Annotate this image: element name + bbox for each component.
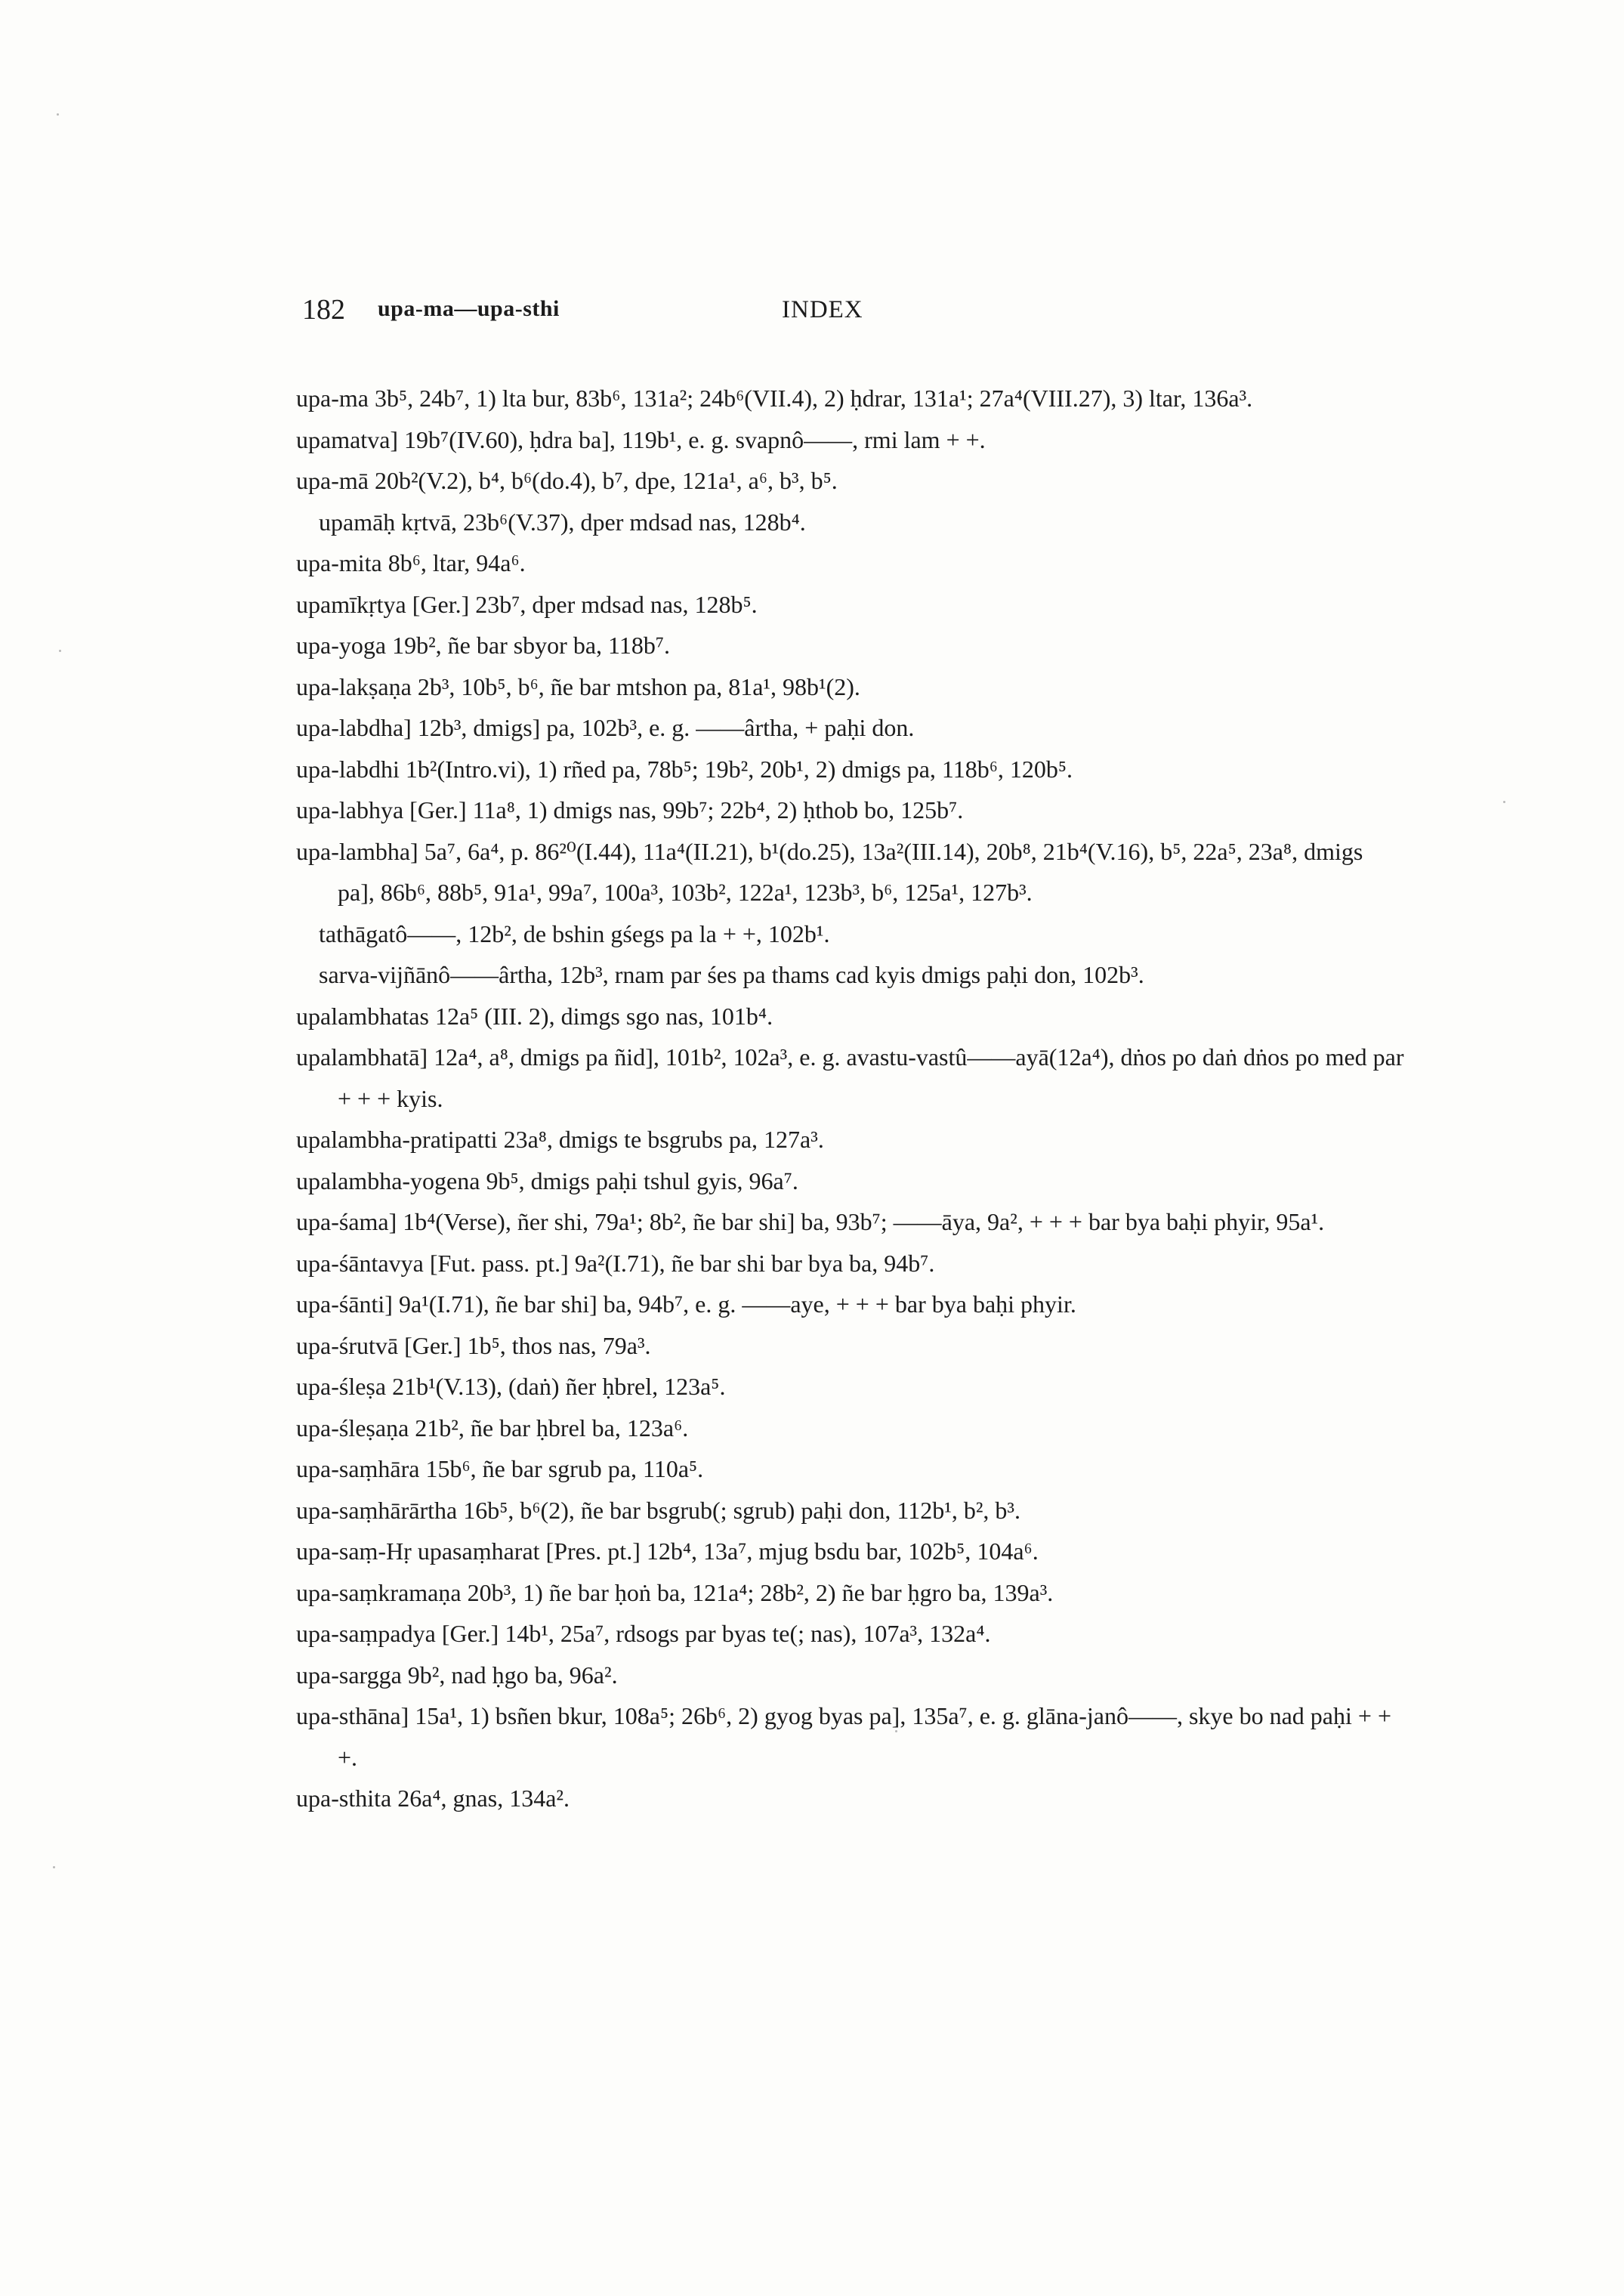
index-entry [296, 1572, 1405, 1614]
entry-headword: upalambha-yogena [296, 1167, 480, 1194]
entry-headword: upa-saṃhāra [296, 1455, 420, 1482]
entry-references: 12b³, dmigs] pa, 102b³, e. g. ——ârtha, + paḥi don. [417, 714, 915, 741]
index-entry [296, 1119, 1405, 1160]
entry-references: 12b³, rnam par śes pa thams cad kyis dmigs paḥi don, 102b³. [559, 961, 1144, 988]
entry-references: 16b⁵, b⁶(2), ñe bar bsgrub(; sgrub) paḥi don, 112b¹, b², b³. [463, 1496, 1021, 1524]
entry-references: 26a⁴, gnas, 134a². [397, 1785, 570, 1812]
index-entry [296, 749, 1405, 790]
entry-references: 19b², ñe bar sbyor ba, 118b⁷. [392, 632, 670, 659]
entry-references: 12a⁵ (III. 2), dimgs sgo nas, 101b⁴. [434, 1002, 773, 1030]
index-entry [296, 542, 1405, 584]
entry-references: 23b⁷, dper mdsad nas, 128b⁵. [475, 590, 758, 618]
entry-headword: upa-mā [296, 467, 369, 494]
entry-references: 15b⁶, ñe bar sgrub pa, 110a⁵. [425, 1455, 704, 1482]
entry-references: 9b², nad ḥgo ba, 96a². [407, 1661, 618, 1689]
entry-references: 11a⁸, 1) dmigs nas, 99b⁷; 22b⁴, 2) ḥthob bo, 125b⁷. [472, 796, 964, 824]
index-entry [296, 707, 1405, 749]
entry-references: 5a⁷, 6a⁴, p. 86²⁰(I.44), 11a⁴(II.21), b¹(do.25), 13a²(III.14), 20b⁸, 21b⁴(V.16), b⁵, 22a⁵, 23a⁸, dmigs pa], 86b⁶, 88b⁵, 91a¹, 99a⁷, 100a³, 103b², 122a¹, 123b³, b⁶, 125a¹, 127b³. [338, 837, 1369, 906]
entry-headword: tathāgatô——, [319, 919, 462, 947]
entry-references: 1b⁵, thos nas, 79a³. [467, 1331, 651, 1359]
entry-headword: upamatva] [296, 425, 399, 453]
entry-headword: upa-śleṣaṇa [296, 1414, 409, 1442]
index-entry [296, 831, 1405, 913]
entry-headword: upa-mita [296, 549, 382, 576]
entry-headword: upalambha-pratipatti [296, 1126, 498, 1153]
index-subentry [296, 502, 1405, 543]
entry-headword: upalambhatas [296, 1002, 429, 1030]
entry-references: 9a²(I.71), ñe bar shi bar bya ba, 94b⁷. [574, 1249, 935, 1277]
entry-references: 21b¹(V.13), (daṅ) ñer ḥbrel, 123a⁵. [392, 1373, 726, 1400]
entry-headword: upa-lambha] [296, 837, 418, 865]
index-entry [296, 1778, 1405, 1819]
entry-references: 12a⁴, a⁸, dmigs pa ñid], 101b², 102a³, e. g. avastu-vastû——ayā(12a⁴), dṅos po daṅ dṅos po med par + + + kyis. [338, 1043, 1410, 1112]
entry-references: 8b⁶, ltar, 94a⁶. [387, 549, 526, 576]
index-entry [296, 1366, 1405, 1408]
entry-headword: upa-labdhi [296, 755, 400, 783]
entry-range: upa-ma—upa-sthi [378, 296, 560, 321]
index-entry [296, 1160, 1405, 1202]
index-entry [296, 1695, 1405, 1778]
index-entry [296, 625, 1405, 666]
entry-references: 9b⁵, dmigs paḥi tshul gyis, 96a⁷. [486, 1167, 798, 1194]
index-entry [296, 1284, 1405, 1325]
entry-headword: upa-sthāna] [296, 1702, 409, 1729]
entry-headword: upa-sargga [296, 1661, 402, 1689]
index-entry [296, 996, 1405, 1037]
entry-references: 9a¹(I.71), ñe bar shi] ba, 94b⁷, e. g. ——aye, + + + bar bya baḥi phyir. [398, 1290, 1076, 1318]
index-entry [296, 1490, 1405, 1531]
index-entry [296, 1655, 1405, 1696]
index-entry [296, 1037, 1410, 1119]
entry-headword: upa-ma [296, 385, 369, 412]
entry-references: 14b¹, 25a⁷, rdsogs par byas te(; nas), 107a³, 132a⁴. [505, 1620, 991, 1647]
index-entry [296, 1243, 1405, 1284]
index-entry [296, 1325, 1405, 1367]
entry-headword: upa-saṃhārārtha [296, 1496, 458, 1524]
page-number: 182 [302, 294, 345, 326]
index-entry [296, 1408, 1405, 1449]
index-entry [296, 1448, 1405, 1490]
entry-references: 1b⁴(Verse), ñer shi, 79a¹; 8b², ñe bar shi] ba, 93b⁷; ——āya, 9a², + + + bar bya baḥi phyir, 95a¹. [403, 1208, 1325, 1235]
entry-headword: upa-sthita [296, 1785, 392, 1812]
entry-headword: upamāḥ kṛtvā, [319, 508, 458, 536]
entry-references: 3b⁵, 24b⁷, 1) lta bur, 83b⁶, 131a²; 24b⁶(VII.4), 2) ḥdrar, 131a¹; 27a⁴(VIII.27), 3) ltar, 136a³. [374, 385, 1253, 412]
entry-references: upasaṃharat [Pres. pt.] 12b⁴, 13a⁷, mjug bsdu bar, 102b⁵, 104a⁶. [417, 1537, 1039, 1565]
index-entry [296, 460, 1405, 502]
index-subentry [296, 954, 1405, 996]
entry-references: 23b⁶(V.37), dper mdsad nas, 128b⁴. [463, 508, 806, 536]
index-entry [296, 790, 1405, 831]
entry-headword: upa-labhya [Ger.] [296, 796, 467, 824]
page-title: INDEX [782, 296, 863, 323]
entry-headword: upalambhatā] [296, 1043, 428, 1071]
index-entry [296, 1201, 1405, 1243]
entry-headword: upa-yoga [296, 632, 387, 659]
index-entry [296, 419, 1405, 461]
entry-references: 21b², ñe bar ḥbrel ba, 123a⁶. [415, 1414, 689, 1442]
entry-headword: upa-śleṣa [296, 1373, 387, 1400]
index-entries [296, 378, 1410, 1819]
index-entry [296, 666, 1405, 708]
entry-headword: upa-labdha] [296, 714, 412, 741]
entry-headword: upa-saṃkramaṇa [296, 1578, 462, 1606]
entry-references: 20b²(V.2), b⁴, b⁶(do.4), b⁷, dpe, 121a¹, a⁶, b³, b⁵. [374, 467, 838, 494]
entry-references: 12b², de bshin gśegs pa la + +, 102b¹. [468, 919, 830, 947]
entry-headword: upamīkṛtya [Ger.] [296, 590, 470, 618]
entry-references: 19b⁷(IV.60), ḥdra ba], 119b¹, e. g. svapnô——, rmi lam + +. [404, 425, 986, 453]
entry-headword: upa-saṃ-Hṛ [296, 1537, 412, 1565]
entry-references: 1b²(Intro.vi), 1) rñed pa, 78b⁵; 19b², 20b¹, 2) dmigs pa, 118b⁶, 120b⁵. [405, 755, 1073, 783]
entry-headword: upa-śama] [296, 1208, 397, 1235]
index-entry [296, 1531, 1405, 1572]
entry-headword: upa-saṃpadya [Ger.] [296, 1620, 499, 1647]
entry-references: 2b³, 10b⁵, b⁶, ñe bar mtshon pa, 81a¹, 98b¹(2). [417, 672, 860, 700]
index-entry [296, 1613, 1405, 1655]
index-entry [296, 584, 1405, 626]
running-header [302, 293, 1405, 338]
index-subentry [296, 913, 1405, 955]
entry-headword: upa-śrutvā [Ger.] [296, 1331, 462, 1359]
entry-headword: sarva-vijñānô——ârtha, [319, 961, 554, 988]
entry-headword: upa-śānti] [296, 1290, 393, 1318]
entry-headword: upa-śāntavya [Fut. pass. pt.] [296, 1249, 569, 1277]
entry-references: 15a¹, 1) bsñen bkur, 108a⁵; 26b⁶, 2) gyog byas pa], 135a⁷, e. g. glāna-janô——, skye bo nad paḥi + + +. [338, 1702, 1397, 1771]
entry-references: 23a⁸, dmigs te bsgrubs pa, 127a³. [503, 1126, 824, 1153]
entry-references: 20b³, 1) ñe bar ḥoṅ ba, 121a⁴; 28b², 2) ñe bar ḥgro ba, 139a³. [467, 1578, 1054, 1606]
index-entry [296, 378, 1405, 419]
entry-headword: upa-lakṣaṇa [296, 672, 412, 700]
